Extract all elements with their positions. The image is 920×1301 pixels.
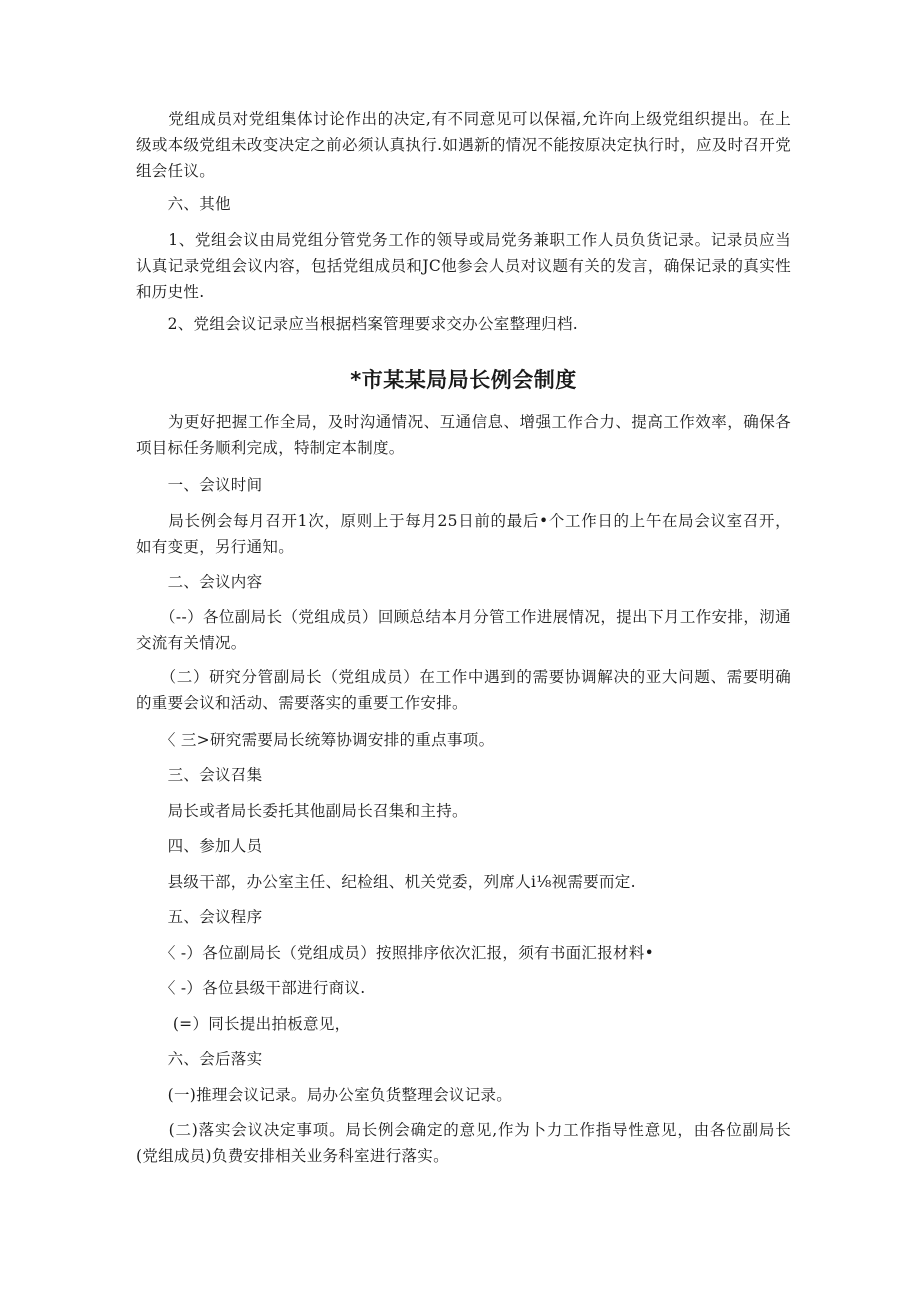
paragraph-content-item-2: （二）研究分管副局长（党组成员）在工作中遇到的需要协调解决的亚大问题、需要明确的重要会议和活动、需要落实的重要工作安排。 — [136, 668, 791, 712]
section-heading-convening: 三、会议召集 — [136, 766, 263, 784]
paragraph-procedure-item-1: 〈 -）各位副局长（党组成员）按照排序依次汇报，须有书面汇报材料• — [136, 944, 655, 962]
paragraph-attendees: 县级干部，办公室主任、纪检组、机关党委，列席人i⅛视需要而定. — [136, 873, 636, 891]
paragraph-intro: 为更好把握工作全局，及时沟通情况、互通信息、增强工作合力、提高工作效率，确保各项目标任务顺利完成，特制定本制度。 — [136, 413, 791, 457]
section-heading-procedure: 五、会议程序 — [136, 908, 263, 926]
section-heading-follow-up: 六、会后落实 — [136, 1050, 263, 1068]
paragraph-minutes-recording: 1、党组会议由局党组分管党务工作的领导或局党务兼职工作人员负货记录。记录员应当认真记录党组会议内容，包括党组成员和JC他参会人员对议题有关的发言，确保记录的真实性和历史性. — [136, 231, 791, 301]
paragraph-procedure-item-3: (=）同长提出拍板意见， — [136, 1015, 351, 1033]
paragraph-dissent-rule: 党组成员对党组集体讨论作出的决定,有不同意见可以保福,允许向上级党组织提出。在上级或本级党组未改变决定之前必须认真执行.如遇新的情况不能按原决定执行时，应及时召开党组会任议。 — [136, 110, 791, 180]
paragraph-content-item-1: （--）各位副局长（党组成员）回顾总结本月分管工作进展情况，提出下月工作安排，沏通交流有关情况。 — [136, 608, 791, 652]
paragraph-minutes-archiving: 2、党组会议记录应当根据档案管理要求交办公室整理归档. — [136, 315, 578, 333]
section-heading-meeting-content: 二、会议内容 — [136, 573, 263, 591]
document-title: *市某某局局长例会制度 — [350, 368, 577, 392]
paragraph-procedure-item-2: 〈 -）各位县级干部进行商议. — [136, 979, 366, 997]
paragraph-convening: 局长或者局长委托其他副局长召集和主持。 — [136, 802, 468, 820]
paragraph-content-item-3: 〈 三>研究需要局长统筹协调安排的重点事项。 — [136, 731, 495, 749]
paragraph-meeting-time: 局长例会每月召开1次，原则上于每月25日前的最后•个工作日的上午在局会议室召开，如有变更，另行通知。 — [136, 512, 791, 556]
paragraph-follow-up-item-1: (一)推理会议记录。局办公室负货整理会议记录。 — [136, 1086, 513, 1104]
paragraph-follow-up-item-2: (二)落实会议决定事项。局长例会确定的意见,作为卜力工作指导性意见，由各位副局长(党组成员)负费安排相关业务科室进行落实。 — [136, 1121, 791, 1165]
section-heading-meeting-time: 一、会议时间 — [136, 476, 263, 494]
section-heading-other: 六、其他 — [136, 195, 231, 213]
section-heading-attendees: 四、参加人员 — [136, 837, 263, 855]
